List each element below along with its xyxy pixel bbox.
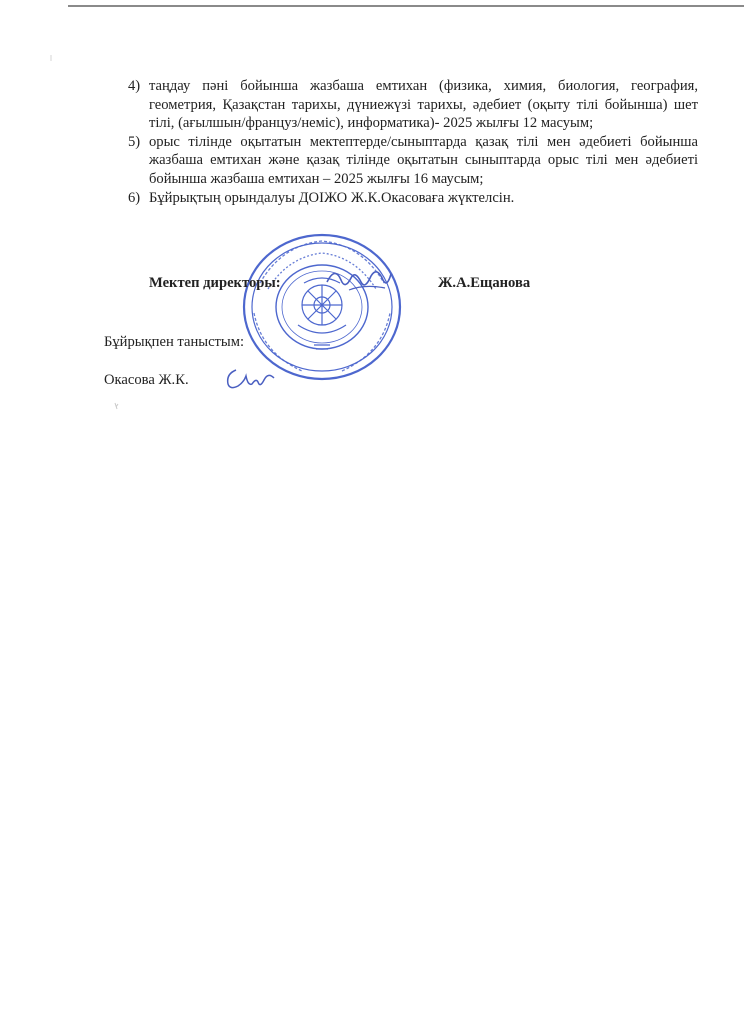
person-signature — [222, 362, 280, 394]
list-item — [128, 189, 698, 208]
item-number: 4) — [128, 78, 141, 94]
official-stamp — [242, 233, 402, 381]
item-text: Бұйрықтың орындалуы ДОІЖО Ж.К.Окасоваға жүктелсін. — [149, 189, 515, 206]
scan-mark — [112, 401, 122, 411]
director-title: Мектеп директоры: — [149, 275, 281, 291]
top-border-line — [68, 5, 744, 7]
list-item — [128, 133, 698, 189]
item-number: 5) — [128, 133, 141, 150]
item-number: 6) — [128, 189, 141, 206]
order-items-list — [128, 77, 698, 207]
item-text: таңдау пәні бойынша жазбаша емтихан (физика, химия, биология, география, геометрия, Қазақстан тарихы, дүниежүзі тарихы, әдебиет (оқыту тілі бойынша) шет тілі, (ағылшын/француз/неміс), информатика)- 2025 жылғы 12 масуым; — [149, 78, 698, 132]
director-name: Ж.А.Ещанова — [438, 275, 531, 291]
list-item — [128, 77, 698, 133]
item-text: орыс тілінде оқытатын мектептерде/сыныптарда қазақ тілі мен әдебиеті бойынша жазбаша емтихан және қазақ тілінде оқытатын сыныптарда орыс тілі мен әдебиеті бойынша жазбаша емтихан – 2025 жылғы 16 маусым; — [149, 133, 698, 187]
acknowledgement-label: Бұйрықпен таныстым: — [104, 334, 245, 350]
scan-mark — [46, 54, 56, 64]
director-signature — [321, 260, 393, 300]
acknowledged-person: Окасова Ж.К. — [104, 372, 189, 388]
